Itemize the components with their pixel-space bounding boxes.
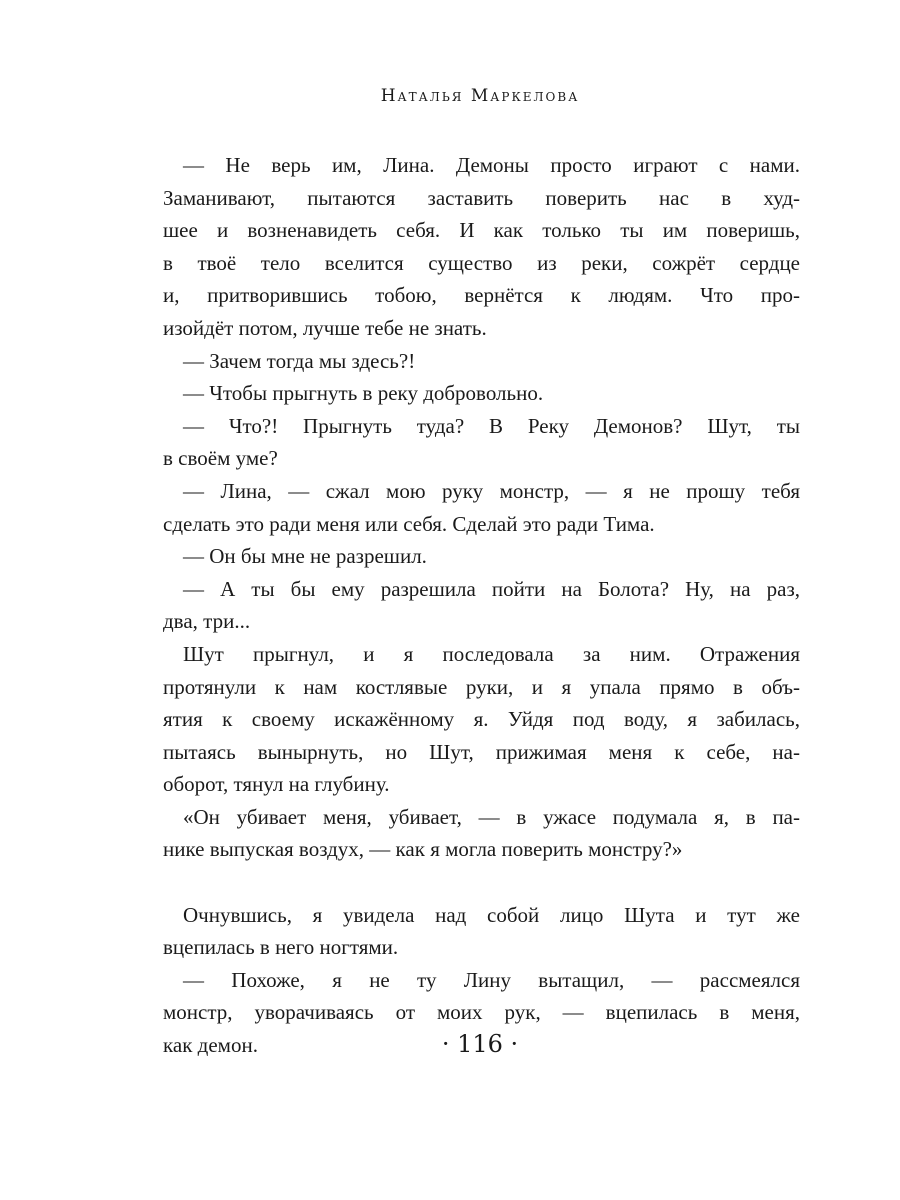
text-line: — Что?! Прыгнуть туда? В Реку Демонов? Шут, ты — [183, 413, 800, 438]
paragraph — [163, 801, 800, 866]
text-line: сделать это ради меня или себя. Сделай это ради Тима. — [163, 511, 655, 536]
paragraph — [163, 540, 800, 573]
text-line: в своём уме? — [163, 446, 278, 471]
text-line: — Лина, — сжал мою руку монстр, — я не прошу тебя — [183, 478, 800, 503]
paragraph — [163, 573, 800, 638]
text-line: «Он убивает меня, убивает, — в ужасе подумала я, в па- — [183, 804, 800, 829]
section-break — [163, 866, 800, 899]
text-line: ятия к своему искажённому я. Уйдя под воду, я забилась, — [163, 707, 800, 732]
text-line: два, три... — [163, 609, 251, 634]
text-line: — Чтобы прыгнуть в реку добровольно. — [183, 381, 544, 406]
text-line: вцепилась в него ногтями. — [163, 935, 399, 960]
text-line: и, притворившись тобою, вернётся к людям. Что про- — [163, 283, 800, 308]
page-number: · 116 · — [441, 1030, 519, 1058]
paragraph — [163, 149, 800, 345]
text-line: шее и возненавидеть себя. И как только ты им поверишь, — [163, 218, 800, 243]
text-line: — Похоже, я не ту Лину вытащил, — рассмеялся — [183, 967, 800, 992]
paragraph — [163, 410, 800, 475]
text-line: как демон. — [163, 1033, 258, 1058]
text-line: оборот, тянул на глубину. — [163, 772, 390, 797]
paragraph — [163, 345, 800, 378]
text-line: протянули к нам костлявые руки, и я упала прямо в объ- — [163, 674, 800, 699]
text-line: нике выпуская воздух, — как я могла поверить монстру?» — [163, 837, 683, 862]
paragraph — [163, 638, 800, 801]
text-line: Очнувшись, я увидела над собой лицо Шута и тут же — [183, 902, 800, 927]
paragraph — [163, 377, 800, 410]
text-line: Шут прыгнул, и я последовала за ним. Отражения — [183, 641, 800, 666]
text-line: изойдёт потом, лучше тебе не знать. — [163, 315, 487, 340]
text-line: — Он бы мне не разрешил. — [183, 544, 427, 569]
text-line: — Зачем тогда мы здесь?! — [183, 348, 416, 373]
paragraph — [163, 899, 800, 964]
text-line: Заманивают, пытаются заставить поверить нас в худ- — [163, 185, 800, 210]
paragraph — [163, 475, 800, 540]
text-line: — А ты бы ему разрешила пойти на Болота? Ну, на раз, — [183, 576, 800, 601]
page-body-text — [163, 149, 800, 1062]
text-line: в твоё тело вселится существо из реки, сожрёт сердце — [163, 250, 800, 275]
text-line: пытаясь вынырнуть, но Шут, прижимая меня к себе, на- — [163, 739, 800, 764]
running-header-author: Наталья Маркелова — [380, 86, 580, 106]
text-line: монстр, уворачиваясь от моих рук, — вцепилась в меня, — [163, 1000, 800, 1025]
text-line: — Не верь им, Лина. Демоны просто играют с нами. — [183, 153, 800, 177]
